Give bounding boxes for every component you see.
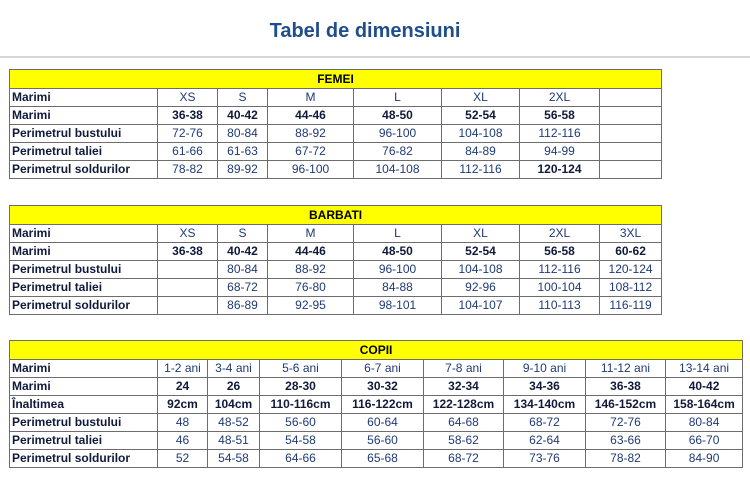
table-cell: 5-6 ani	[260, 360, 342, 378]
row-label: Marimi	[10, 360, 158, 378]
table-cell: 134-140cm	[504, 396, 586, 414]
table-row	[10, 261, 662, 279]
table-cell: L	[354, 225, 442, 243]
table-row	[10, 279, 662, 297]
table-cell: 88-92	[268, 125, 354, 143]
table-cell	[600, 161, 662, 179]
table-cell: 64-68	[424, 414, 504, 432]
table-cell: 112-116	[442, 161, 520, 179]
table-cell: 6-7 ani	[342, 360, 424, 378]
row-label: Perimetrul soldurilor	[10, 161, 158, 179]
row-label: Marimi	[10, 107, 158, 125]
table-cell: 54-58	[260, 432, 342, 450]
table-cell: 92-96	[442, 279, 520, 297]
row-label: Perimetrul bustului	[10, 414, 158, 432]
table-cell: 52	[158, 450, 208, 468]
table-cell: 104cm	[208, 396, 260, 414]
table-cell: 104-108	[442, 125, 520, 143]
table-cell: 9-10 ani	[504, 360, 586, 378]
table-cell: 78-82	[158, 161, 218, 179]
table-cell: 76-80	[268, 279, 354, 297]
table-cell: 80-84	[218, 261, 268, 279]
table-cell: 84-89	[442, 143, 520, 161]
table-cell: 67-72	[268, 143, 354, 161]
table-cell: 7-8 ani	[424, 360, 504, 378]
table-cell: 112-116	[520, 261, 600, 279]
table-cell: 13-14 ani	[666, 360, 743, 378]
table-cell: 3XL	[600, 225, 662, 243]
table-cell: 52-54	[442, 107, 520, 125]
table-row	[10, 225, 662, 243]
table-cell: 36-38	[586, 378, 666, 396]
table-cell: 28-30	[260, 378, 342, 396]
table-cell: 112-116	[520, 125, 600, 143]
table-cell: 36-38	[158, 243, 218, 261]
table-cell: 84-88	[354, 279, 442, 297]
table-row	[10, 297, 662, 315]
table-cell: 34-36	[504, 378, 586, 396]
table-cell: 72-76	[158, 125, 218, 143]
table-cell: 56-60	[342, 432, 424, 450]
page-title: Tabel de dimensiuni	[269, 20, 461, 42]
table-cell: XL	[442, 225, 520, 243]
table-cell: 96-100	[268, 161, 354, 179]
table-cell: 44-46	[268, 107, 354, 125]
table-row	[10, 360, 743, 378]
table-row	[10, 432, 743, 450]
copii-section-title: COPII	[10, 341, 743, 360]
table-cell: 72-76	[586, 414, 666, 432]
table-cell: 56-60	[260, 414, 342, 432]
table-cell: XS	[158, 225, 218, 243]
table-cell: 62-64	[504, 432, 586, 450]
table-cell: 48-52	[208, 414, 260, 432]
table-row	[10, 161, 662, 179]
table-row	[10, 396, 743, 414]
table-cell: 40-42	[218, 243, 268, 261]
table-cell: 61-63	[218, 143, 268, 161]
table-cell: 61-66	[158, 143, 218, 161]
row-label: Marimi	[10, 89, 158, 107]
table-cell: 80-84	[218, 125, 268, 143]
table-cell: 88-92	[268, 261, 354, 279]
table-cell: 26	[208, 378, 260, 396]
table-cell: 64-66	[260, 450, 342, 468]
table-cell: 122-128cm	[424, 396, 504, 414]
table-cell	[600, 89, 662, 107]
table-cell: 116-119	[600, 297, 662, 315]
row-label: Perimetrul soldurilor	[10, 297, 158, 315]
table-cell	[158, 261, 218, 279]
table-cell	[600, 107, 662, 125]
table-row	[10, 450, 743, 468]
femei-section-title: FEMEI	[10, 70, 662, 89]
row-label: Perimetrul taliei	[10, 279, 158, 297]
table-cell: 56-58	[520, 107, 600, 125]
table-cell: 48-51	[208, 432, 260, 450]
table-cell: 46	[158, 432, 208, 450]
row-label: Perimetrul taliei	[10, 432, 158, 450]
table-row	[10, 378, 743, 396]
copii-size-table	[9, 340, 743, 468]
table-cell: 78-82	[586, 450, 666, 468]
table-cell: L	[354, 89, 442, 107]
table-cell: 80-84	[666, 414, 743, 432]
row-label: Marimi	[10, 243, 158, 261]
table-row	[10, 89, 662, 107]
table-cell: 86-89	[218, 297, 268, 315]
row-label: Perimetrul bustului	[10, 125, 158, 143]
row-label: Marimi	[10, 378, 158, 396]
table-row	[10, 107, 662, 125]
table-cell: S	[218, 225, 268, 243]
table-cell: S	[218, 89, 268, 107]
table-cell: M	[268, 225, 354, 243]
table-cell: 68-72	[504, 414, 586, 432]
table-row	[10, 125, 662, 143]
table-cell	[600, 143, 662, 161]
table-cell: 120-124	[520, 161, 600, 179]
table-cell: 44-46	[268, 243, 354, 261]
table-cell: 68-72	[218, 279, 268, 297]
table-row	[10, 414, 743, 432]
table-cell: 89-92	[218, 161, 268, 179]
table-cell: 24	[158, 378, 208, 396]
table-cell: 48-50	[354, 243, 442, 261]
table-cell: 73-76	[504, 450, 586, 468]
title-divider	[0, 56, 750, 58]
table-cell: 76-82	[354, 143, 442, 161]
table-cell: 2XL	[520, 89, 600, 107]
row-label: Înaltimea	[10, 396, 158, 414]
table-cell: 40-42	[218, 107, 268, 125]
table-cell: 52-54	[442, 243, 520, 261]
table-cell: XS	[158, 89, 218, 107]
table-cell: 92cm	[158, 396, 208, 414]
row-label: Perimetrul bustului	[10, 261, 158, 279]
row-label: Perimetrul taliei	[10, 143, 158, 161]
table-cell: 11-12 ani	[586, 360, 666, 378]
table-cell: 68-72	[424, 450, 504, 468]
row-label: Perimetrul soldurilor	[10, 450, 158, 468]
table-cell: 108-112	[600, 279, 662, 297]
femei-size-table	[9, 69, 662, 179]
table-cell: 3-4 ani	[208, 360, 260, 378]
table-cell: 48	[158, 414, 208, 432]
row-label: Marimi	[10, 225, 158, 243]
table-cell: 48-50	[354, 107, 442, 125]
table-cell: 104-107	[442, 297, 520, 315]
table-cell: 146-152cm	[586, 396, 666, 414]
table-cell: 30-32	[342, 378, 424, 396]
table-cell: 58-62	[424, 432, 504, 450]
table-cell: 110-113	[520, 297, 600, 315]
table-cell	[158, 297, 218, 315]
table-cell: 96-100	[354, 261, 442, 279]
table-cell: 56-58	[520, 243, 600, 261]
table-cell: 110-116cm	[260, 396, 342, 414]
table-cell: 92-95	[268, 297, 354, 315]
table-cell: 65-68	[342, 450, 424, 468]
table-cell: 96-100	[354, 125, 442, 143]
table-cell: 84-90	[666, 450, 743, 468]
table-cell: 40-42	[666, 378, 743, 396]
table-cell: M	[268, 89, 354, 107]
table-cell: 54-58	[208, 450, 260, 468]
table-cell: 98-101	[354, 297, 442, 315]
table-cell: 66-70	[666, 432, 743, 450]
table-cell	[158, 279, 218, 297]
table-cell: 60-62	[600, 243, 662, 261]
table-cell: 100-104	[520, 279, 600, 297]
table-cell: 104-108	[442, 261, 520, 279]
table-cell: 60-64	[342, 414, 424, 432]
table-cell: 94-99	[520, 143, 600, 161]
table-row	[10, 143, 662, 161]
table-cell	[600, 125, 662, 143]
table-cell: XL	[442, 89, 520, 107]
table-cell: 36-38	[158, 107, 218, 125]
table-cell: 104-108	[354, 161, 442, 179]
table-cell: 1-2 ani	[158, 360, 208, 378]
table-cell: 116-122cm	[342, 396, 424, 414]
table-cell: 2XL	[520, 225, 600, 243]
barbati-size-table	[9, 205, 662, 315]
table-cell: 32-34	[424, 378, 504, 396]
table-cell: 158-164cm	[666, 396, 743, 414]
table-row	[10, 243, 662, 261]
table-cell: 120-124	[600, 261, 662, 279]
barbati-section-title: BARBATI	[10, 206, 662, 225]
table-cell: 63-66	[586, 432, 666, 450]
